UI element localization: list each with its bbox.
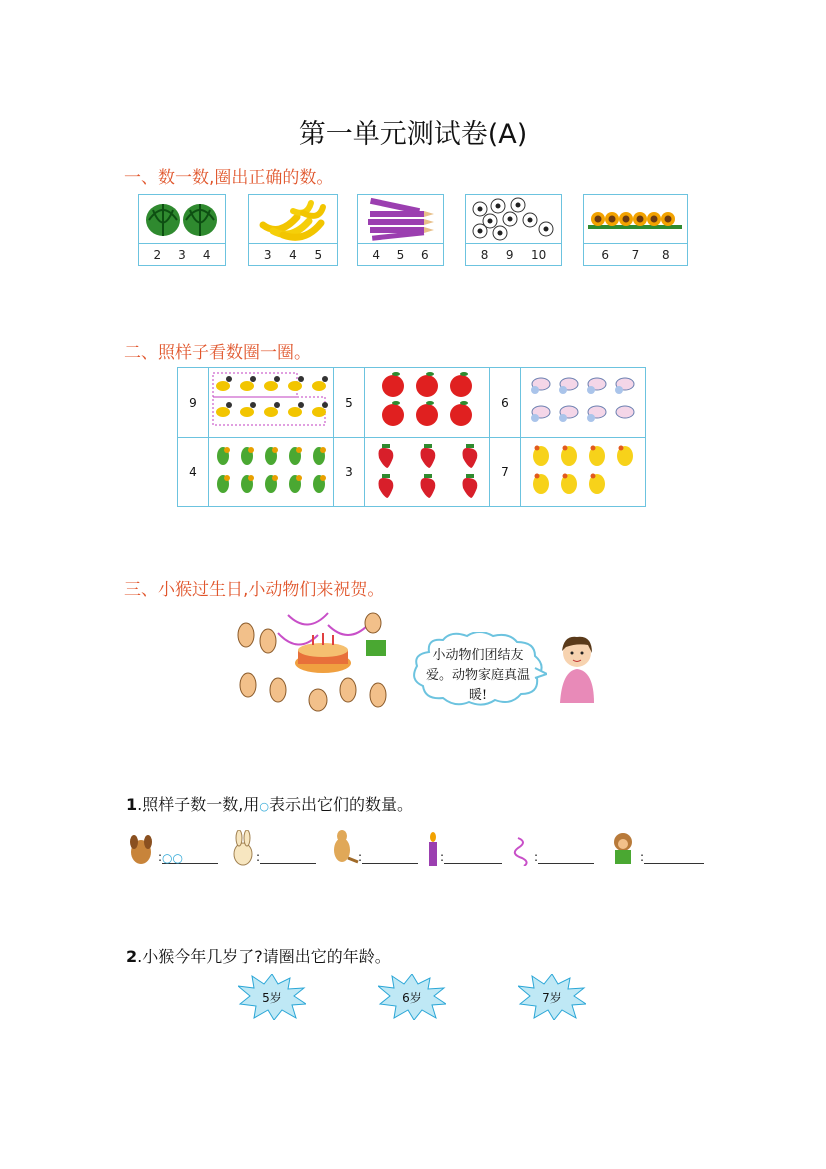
count-group-pencil (357, 194, 444, 266)
table-row (178, 368, 646, 438)
option-number[interactable]: 4 (372, 248, 380, 262)
birthday-party-illustration (228, 605, 398, 725)
option-number[interactable]: 4 (202, 248, 211, 262)
answer-line[interactable]: ○○ (162, 851, 218, 864)
option-number[interactable]: 10 (530, 248, 547, 262)
count-number: 3 (334, 438, 365, 507)
colon: : (640, 850, 645, 864)
option-number[interactable]: 6 (601, 248, 609, 262)
page-title: 第一单元测试卷(A) (298, 119, 528, 150)
colon: : (440, 850, 445, 864)
option-number[interactable]: 7 (631, 248, 640, 262)
pencil-icon (358, 195, 443, 244)
section2-heading: 二、照样子看数圈一圈。 (124, 343, 311, 363)
option-number[interactable]: 8 (480, 248, 489, 262)
watermelon-icon (139, 195, 225, 244)
kangaroo-icon (326, 828, 363, 870)
dog-icon (126, 832, 156, 870)
colon: : (534, 850, 539, 864)
ribbon-icon (512, 836, 532, 870)
option-number[interactable]: 8 (662, 248, 670, 262)
count-number: 4 (178, 438, 209, 507)
duck-icon[interactable] (209, 368, 334, 438)
question-text: .小猴今年几岁了?请圈出它的年龄。 (137, 947, 391, 966)
option-number[interactable]: 3 (263, 248, 272, 262)
count-number: 5 (334, 368, 365, 438)
option-number[interactable]: 4 (289, 248, 297, 262)
option-number[interactable]: 9 (505, 248, 514, 262)
speech-bubble-text: 小动物们团结友爱。动物家庭真温暖! (425, 648, 530, 703)
count-number: 7 (490, 438, 521, 507)
question-number: 2 (126, 947, 138, 966)
circle-by-number-table (177, 367, 646, 507)
parrot-icon[interactable] (209, 438, 334, 507)
answer-line[interactable] (362, 851, 418, 864)
answer-line[interactable] (444, 851, 502, 864)
option-number[interactable]: 3 (178, 248, 186, 262)
question-1 (126, 792, 413, 815)
age-option-6[interactable] (378, 974, 446, 1020)
section1-heading: 一、数一数,圈出正确的数。 (124, 168, 334, 188)
option-number[interactable]: 2 (153, 248, 162, 262)
apple-icon[interactable] (365, 368, 490, 438)
answer-line[interactable] (538, 851, 594, 864)
sunflower-icon (584, 195, 687, 244)
option-number[interactable]: 6 (421, 248, 429, 262)
chick-icon[interactable] (521, 438, 646, 507)
circle-symbol-icon: ○ (259, 800, 269, 813)
banana-icon (249, 195, 337, 244)
rabbit-icon (230, 830, 256, 870)
count-group-banana (248, 194, 338, 266)
candle-icon (426, 832, 440, 870)
answer-line[interactable] (260, 851, 316, 864)
butterfly-icon[interactable] (521, 368, 646, 438)
section3-heading: 三、小猴过生日,小动物们来祝贺。 (124, 580, 385, 600)
table-row (178, 438, 646, 507)
count-group-watermelon (138, 194, 226, 266)
teacher-girl-illustration (552, 633, 602, 703)
colon: : (358, 850, 363, 864)
question-text: .照样子数一数,用 (137, 795, 260, 814)
colon: : (256, 850, 261, 864)
age-label: 7岁 (542, 991, 562, 1005)
count-group-sunflower (583, 194, 688, 266)
question-2 (126, 944, 391, 967)
question-number: 1 (126, 795, 138, 814)
age-label: 5岁 (262, 991, 282, 1005)
count-number: 6 (490, 368, 521, 438)
soccer-ball-icon (466, 195, 561, 244)
age-option-5[interactable] (238, 974, 306, 1020)
answer-line[interactable] (644, 851, 704, 864)
age-label: 6岁 (402, 991, 422, 1005)
option-number[interactable]: 5 (314, 248, 323, 262)
option-number[interactable]: 5 (396, 248, 405, 262)
question-text: 表示出它们的数量。 (268, 795, 413, 814)
age-option-7[interactable] (518, 974, 586, 1020)
monkey-icon (606, 830, 640, 870)
count-number: 9 (178, 368, 209, 438)
count-group-soccer-ball (465, 194, 562, 266)
colon: : (158, 850, 163, 864)
strawberry-icon[interactable] (365, 438, 490, 507)
